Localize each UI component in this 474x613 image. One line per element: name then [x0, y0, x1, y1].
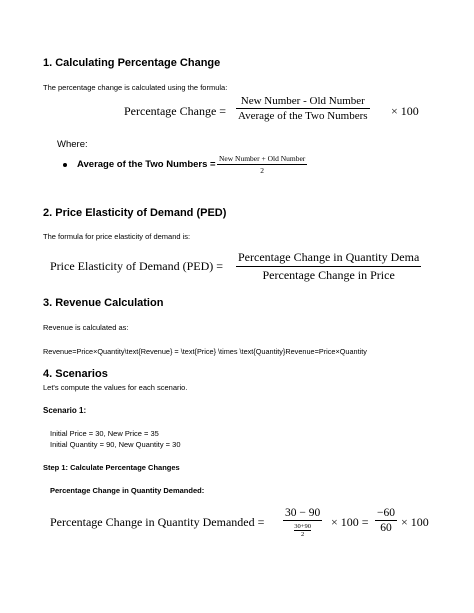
- percentage-change-numerator: New Number - Old Number: [240, 95, 365, 107]
- qd-times-2: × 100: [401, 515, 429, 529]
- qd-inner-numerator: 30+90: [294, 523, 311, 530]
- bullet-icon: [63, 163, 67, 167]
- revenue-formula: Revenue=Price×Quantity\text{Revenue} = \text{Price} \times \text{Quantity}Revenue=Price×Quantity: [43, 347, 367, 356]
- section-3-heading: 3. Revenue Calculation: [43, 297, 164, 309]
- average-fraction: [217, 154, 307, 175]
- ped-formula-lhs: Price Elasticity of Demand (PED) =: [50, 259, 224, 273]
- scenario-title: Scenario 1:: [43, 406, 87, 415]
- section-1-intro: The percentage change is calculated using the formula:: [43, 83, 228, 92]
- qd-inner-denominator: 2: [300, 531, 305, 538]
- ped-numerator: Percentage Change in Quantity Dema: [238, 250, 420, 264]
- section-2-heading: 2. Price Elasticity of Demand (PED): [43, 207, 227, 219]
- where-label: Where:: [57, 139, 88, 150]
- sub-title: Percentage Change in Quantity Demanded:: [50, 486, 205, 495]
- quantity-line: Initial Quantity = 90, New Quantity = 30: [50, 440, 181, 449]
- average-label: Average of the Two Numbers =: [77, 159, 216, 170]
- percentage-change-formula-lhs: Percentage Change =: [124, 104, 227, 118]
- average-denominator: 2: [260, 166, 265, 175]
- average-numerator: New Number + Old Number: [219, 154, 306, 163]
- ped-fraction-clip: [236, 250, 431, 286]
- qd-fraction-1-numerator: 30 − 90: [285, 507, 321, 519]
- qd-fraction-1-denominator: [292, 521, 313, 538]
- section-4-intro: Let's compute the values for each scenario.: [43, 383, 188, 392]
- section-2-intro: The formula for price elasticity of demand is:: [43, 232, 191, 241]
- price-line: Initial Price = 30, New Price = 35: [50, 429, 159, 438]
- ped-denominator: Percentage Change in Price: [262, 268, 395, 282]
- percentage-change-fraction: [236, 95, 370, 122]
- qd-formula-lhs: Percentage Change in Quantity Demanded =: [50, 515, 265, 529]
- percentage-change-denominator: Average of the Two Numbers: [238, 110, 368, 122]
- section-3-intro: Revenue is calculated as:: [43, 323, 129, 332]
- qd-fraction-2-denominator: 60: [380, 522, 392, 534]
- qd-fraction-2: [375, 507, 397, 534]
- percentage-change-formula-tail: × 100: [391, 104, 419, 118]
- qd-times-1: × 100 =: [331, 515, 369, 529]
- qd-fraction-1: [283, 507, 322, 538]
- ped-fraction: [236, 250, 421, 283]
- section-4-heading: 4. Scenarios: [43, 368, 108, 380]
- qd-fraction-2-numerator: −60: [377, 507, 395, 519]
- section-1-heading: 1. Calculating Percentage Change: [43, 57, 221, 69]
- step-title: Step 1: Calculate Percentage Changes: [43, 463, 180, 472]
